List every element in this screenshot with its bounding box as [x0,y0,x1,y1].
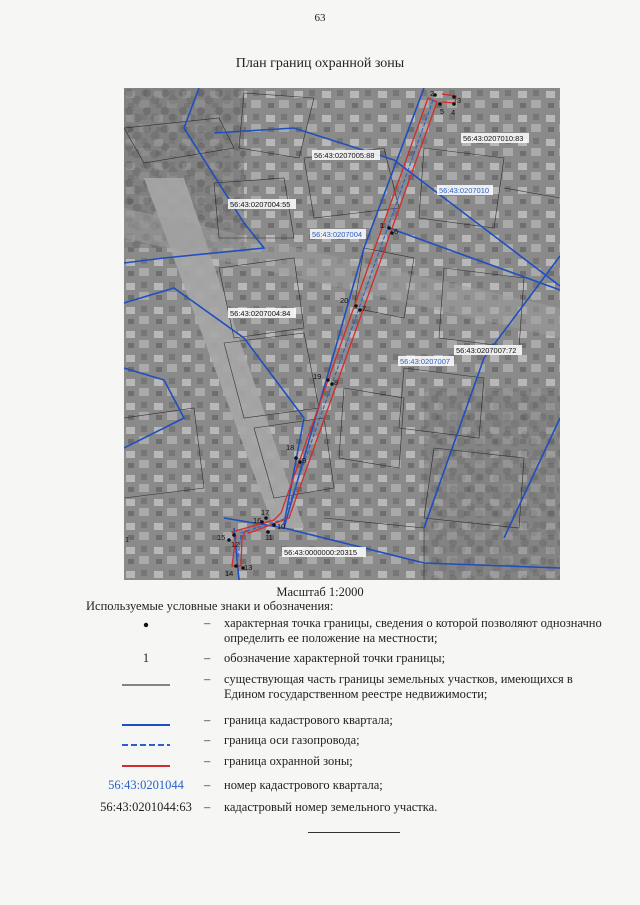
parcel-number: 56:43:0207010:83 [463,134,524,143]
point-number: 11 [265,533,273,542]
parcel-number-symbol: 56:43:0201044:63 [100,800,192,814]
point-number: 18 [286,443,295,452]
legend-dash: – [204,651,211,665]
quarter-number: 56:43:0207004 [312,230,363,239]
legend-desc: граница кадастрового квартала; [224,713,393,727]
point-number: 1 [380,221,385,230]
legend-desc: кадастровый номер земельного участка. [224,800,438,814]
existing-boundary-symbol [86,672,206,688]
point-number: 4 [451,108,456,117]
edge-label: 1 [125,535,130,544]
quarter-number: 56:43:0207010 [439,186,490,195]
parcel-number: 56:43:0207004:84 [230,309,291,318]
zone-boundary-symbol [86,754,206,769]
point-number: 7 [362,304,367,313]
quarter-boundary-symbol [86,713,206,728]
point-number: 6 [394,227,399,236]
legend-desc: обозначение характерной точки границы; [224,651,446,665]
legend-dash: – [204,754,211,768]
end-divider [308,832,400,833]
legend-dash: – [204,733,211,747]
point-number: 9 [302,456,307,465]
legend-desc: номер кадастрового квартала; [224,778,383,792]
legend-desc: характерная точка границы, сведения о которой позволяют однозначно определить ее положение на местности; [224,616,602,645]
parcel-number: 56:43:0000000:20315 [284,548,357,557]
quarter-number-symbol: 56:43:0201044 [108,778,184,792]
page-number: 63 [314,12,326,24]
page-title: План границ охранной зоны [235,56,405,71]
legend-desc: граница охранной зоны; [224,754,353,768]
map-scale: Масштаб 1:2000 [276,585,364,599]
point-number: 12 [231,540,240,549]
parcel-number: 56:43:0207005:88 [314,151,375,160]
point-number: 13 [244,563,253,572]
point-number: 3 [457,96,462,105]
legend-dash: – [204,800,211,814]
point-number: 2 [430,89,435,98]
point-number: 10 [277,522,286,531]
point-number: 17 [261,508,270,517]
legend-dash: – [204,713,211,727]
legend-dash: – [204,616,211,630]
quarter-number: 56:43:0207007 [400,357,451,366]
point-number: 8 [334,378,339,387]
point-label-symbol: 1 [142,651,150,665]
point-number: 5 [440,107,445,116]
legend-desc: существующая часть границы земельных участков, имеющихся в Едином государственном реестре недвижимости; [224,672,573,701]
legend-dash: – [204,778,211,792]
legend-desc: граница оси газопровода; [224,733,360,747]
legend-dash: – [204,672,211,686]
parcel-number: 56:43:0207004:55 [230,200,291,209]
gas-axis-symbol [86,733,206,748]
parcel-number: 56:43:0207007:72 [456,346,517,355]
boundary-point-symbol [86,616,206,631]
cadastral-map [124,88,560,580]
point-number: 14 [225,569,234,578]
point-number: 20 [340,296,349,305]
point-number: 16 [253,516,262,525]
point-number: 19 [313,372,322,381]
point-number: 15 [217,533,226,542]
legend-heading: Используемые условные знаки и обозначения: [86,599,334,613]
